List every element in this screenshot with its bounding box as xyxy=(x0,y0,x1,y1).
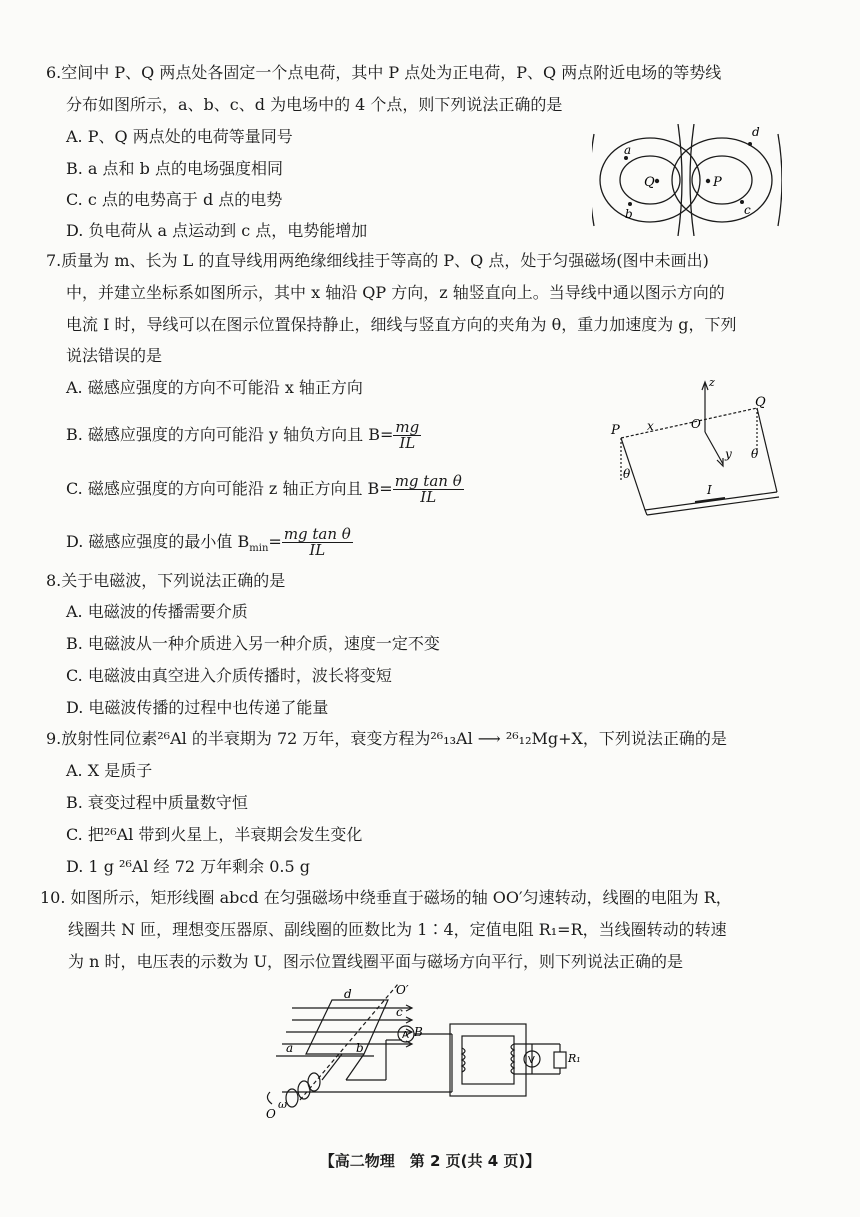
q6-label-p: P xyxy=(713,175,722,190)
q10-label-d: d xyxy=(344,987,352,1001)
q7-stem-line3: 电流 I 时，导线可以在图示位置保持静止，细线与竖直方向的夹角为 θ，重力加速度为 g，下列 xyxy=(66,315,737,334)
q10-label-a: a xyxy=(286,1041,294,1055)
q6-stem-line1: 6.空间中 P、Q 两点处各固定一个点电荷，其中 P 点处为正电荷，P、Q 两点附近电场的等势线 xyxy=(46,63,722,82)
q7-option-b-fraction xyxy=(393,420,421,451)
q10-generator-figure xyxy=(262,980,592,1120)
q7-option-d-text: D. 磁感应强度的最小值 B xyxy=(66,532,250,551)
q7-option-a: A. 磁感应强度的方向不可能沿 x 轴正方向 xyxy=(66,378,363,397)
q8-stem: 8.关于电磁波，下列说法正确的是 xyxy=(46,571,286,590)
q7-label-current: I xyxy=(707,483,712,497)
q7-label-theta-left: θ xyxy=(623,467,631,481)
q10-stem-line1: 10. 如图所示，矩形线圈 abcd 在匀强磁场中绕垂直于磁场的轴 OO′匀速转动，线圈的电阻为 R， xyxy=(40,888,732,907)
q7-option-c-text: C. 磁感应强度的方向可能沿 z 轴正方向且 B= xyxy=(66,479,393,498)
q7-stem-line1: 7.质量为 m、长为 L 的直导线用两绝缘细线挂于等高的 P、Q 点，处于匀强磁场(图中未画出) xyxy=(46,251,709,270)
q8-option-d: D. 电磁波传播的过程中也传递了能量 xyxy=(66,698,329,717)
q10-stem-line3: 为 n 时，电压表的示数为 U，图示位置线圈平面与磁场方向平行，则下列说法正确的是 xyxy=(68,952,684,971)
q6-label-c: c xyxy=(744,203,751,217)
q7-option-d-subscript: min xyxy=(249,543,269,555)
q10-voltmeter-label: V xyxy=(528,1055,535,1066)
q7-option-b xyxy=(66,420,421,451)
q10-label-c: c xyxy=(396,1005,403,1019)
fraction-denominator: IL xyxy=(309,541,326,559)
q6-stem-line2: 分布如图所示，a、b、c、d 为电场中的 4 个点，则下列说法正确的是 xyxy=(66,95,563,114)
q7-label-y: y xyxy=(725,447,732,461)
q9-option-a: A. X 是质子 xyxy=(66,761,153,780)
q7-label-x: x xyxy=(647,419,654,433)
q10-label-r1: R₁ xyxy=(568,1052,581,1065)
q10-label-o-prime: O′ xyxy=(396,983,409,997)
q6-equipotential-figure xyxy=(592,124,782,236)
q7-option-c xyxy=(66,474,464,505)
fraction-denominator: IL xyxy=(399,434,416,452)
q10-ammeter-label: A xyxy=(402,1030,409,1041)
q7-stem-line4: 说法错误的是 xyxy=(66,346,163,365)
q6-label-a: a xyxy=(624,143,632,157)
q10-label-omega: ω xyxy=(278,1098,287,1111)
q6-label-q: Q xyxy=(644,175,655,190)
q7-wire-figure xyxy=(605,372,795,522)
fraction-numerator: mg xyxy=(395,418,420,436)
q9-option-d: D. 1 g ²⁶Al 经 72 万年剩余 0.5 g xyxy=(66,857,311,876)
q7-option-d-fraction xyxy=(282,527,353,558)
q9-stem: 9.放射性同位素²⁶Al 的半衰期为 72 万年，衰变方程为²⁶₁₃Al ⟶ ²⁶₁₂Mg+X，下列说法正确的是 xyxy=(46,729,727,748)
page-footer: 【高二物理 第 2 页(共 4 页)】 xyxy=(319,1152,541,1170)
q7-label-o: O xyxy=(691,417,701,431)
q7-option-b-text: B. 磁感应强度的方向可能沿 y 轴负方向且 B= xyxy=(66,425,394,444)
q9-option-c: C. 把²⁶Al 带到火星上，半衰期会发生变化 xyxy=(66,825,363,844)
fraction-numerator: mg tan θ xyxy=(283,525,351,543)
q8-option-a: A. 电磁波的传播需要介质 xyxy=(66,602,248,621)
q7-label-p: P xyxy=(611,423,620,438)
fraction-denominator: IL xyxy=(420,488,437,506)
q6-option-b: B. a 点和 b 点的电场强度相同 xyxy=(66,159,283,178)
q6-option-c: C. c 点的电势高于 d 点的电势 xyxy=(66,190,283,209)
q7-option-d xyxy=(66,527,353,560)
fraction-numerator: mg tan θ xyxy=(394,472,462,490)
q6-label-d: d xyxy=(752,125,760,139)
q7-option-d-equals: = xyxy=(268,532,282,551)
q7-label-z: z xyxy=(709,376,715,389)
q7-option-c-fraction xyxy=(393,474,464,505)
q8-option-b: B. 电磁波从一种介质进入另一种介质，速度一定不变 xyxy=(66,634,440,653)
q6-option-d: D. 负电荷从 a 点运动到 c 点，电势能增加 xyxy=(66,221,368,240)
q10-label-b: b xyxy=(356,1041,364,1055)
q7-label-q: Q xyxy=(755,395,766,410)
q7-label-theta-right: θ xyxy=(751,447,759,461)
q7-stem-line2: 中，并建立坐标系如图所示，其中 x 轴沿 QP 方向，z 轴竖直向上。当导线中通以图示方向的 xyxy=(66,283,725,302)
q6-option-a: A. P、Q 两点处的电荷等量同号 xyxy=(66,127,293,146)
q10-label-b-field: B xyxy=(414,1025,423,1039)
q8-option-c: C. 电磁波由真空进入介质传播时，波长将变短 xyxy=(66,666,392,685)
q9-option-b: B. 衰变过程中质量数守恒 xyxy=(66,793,248,812)
q10-label-o: O xyxy=(266,1107,276,1120)
q6-label-b: b xyxy=(625,207,633,221)
q10-stem-line2: 线圈共 N 匝，理想变压器原、副线圈的匝数比为 1∶4，定值电阻 R₁=R，当线圈转动的转速 xyxy=(68,920,727,939)
